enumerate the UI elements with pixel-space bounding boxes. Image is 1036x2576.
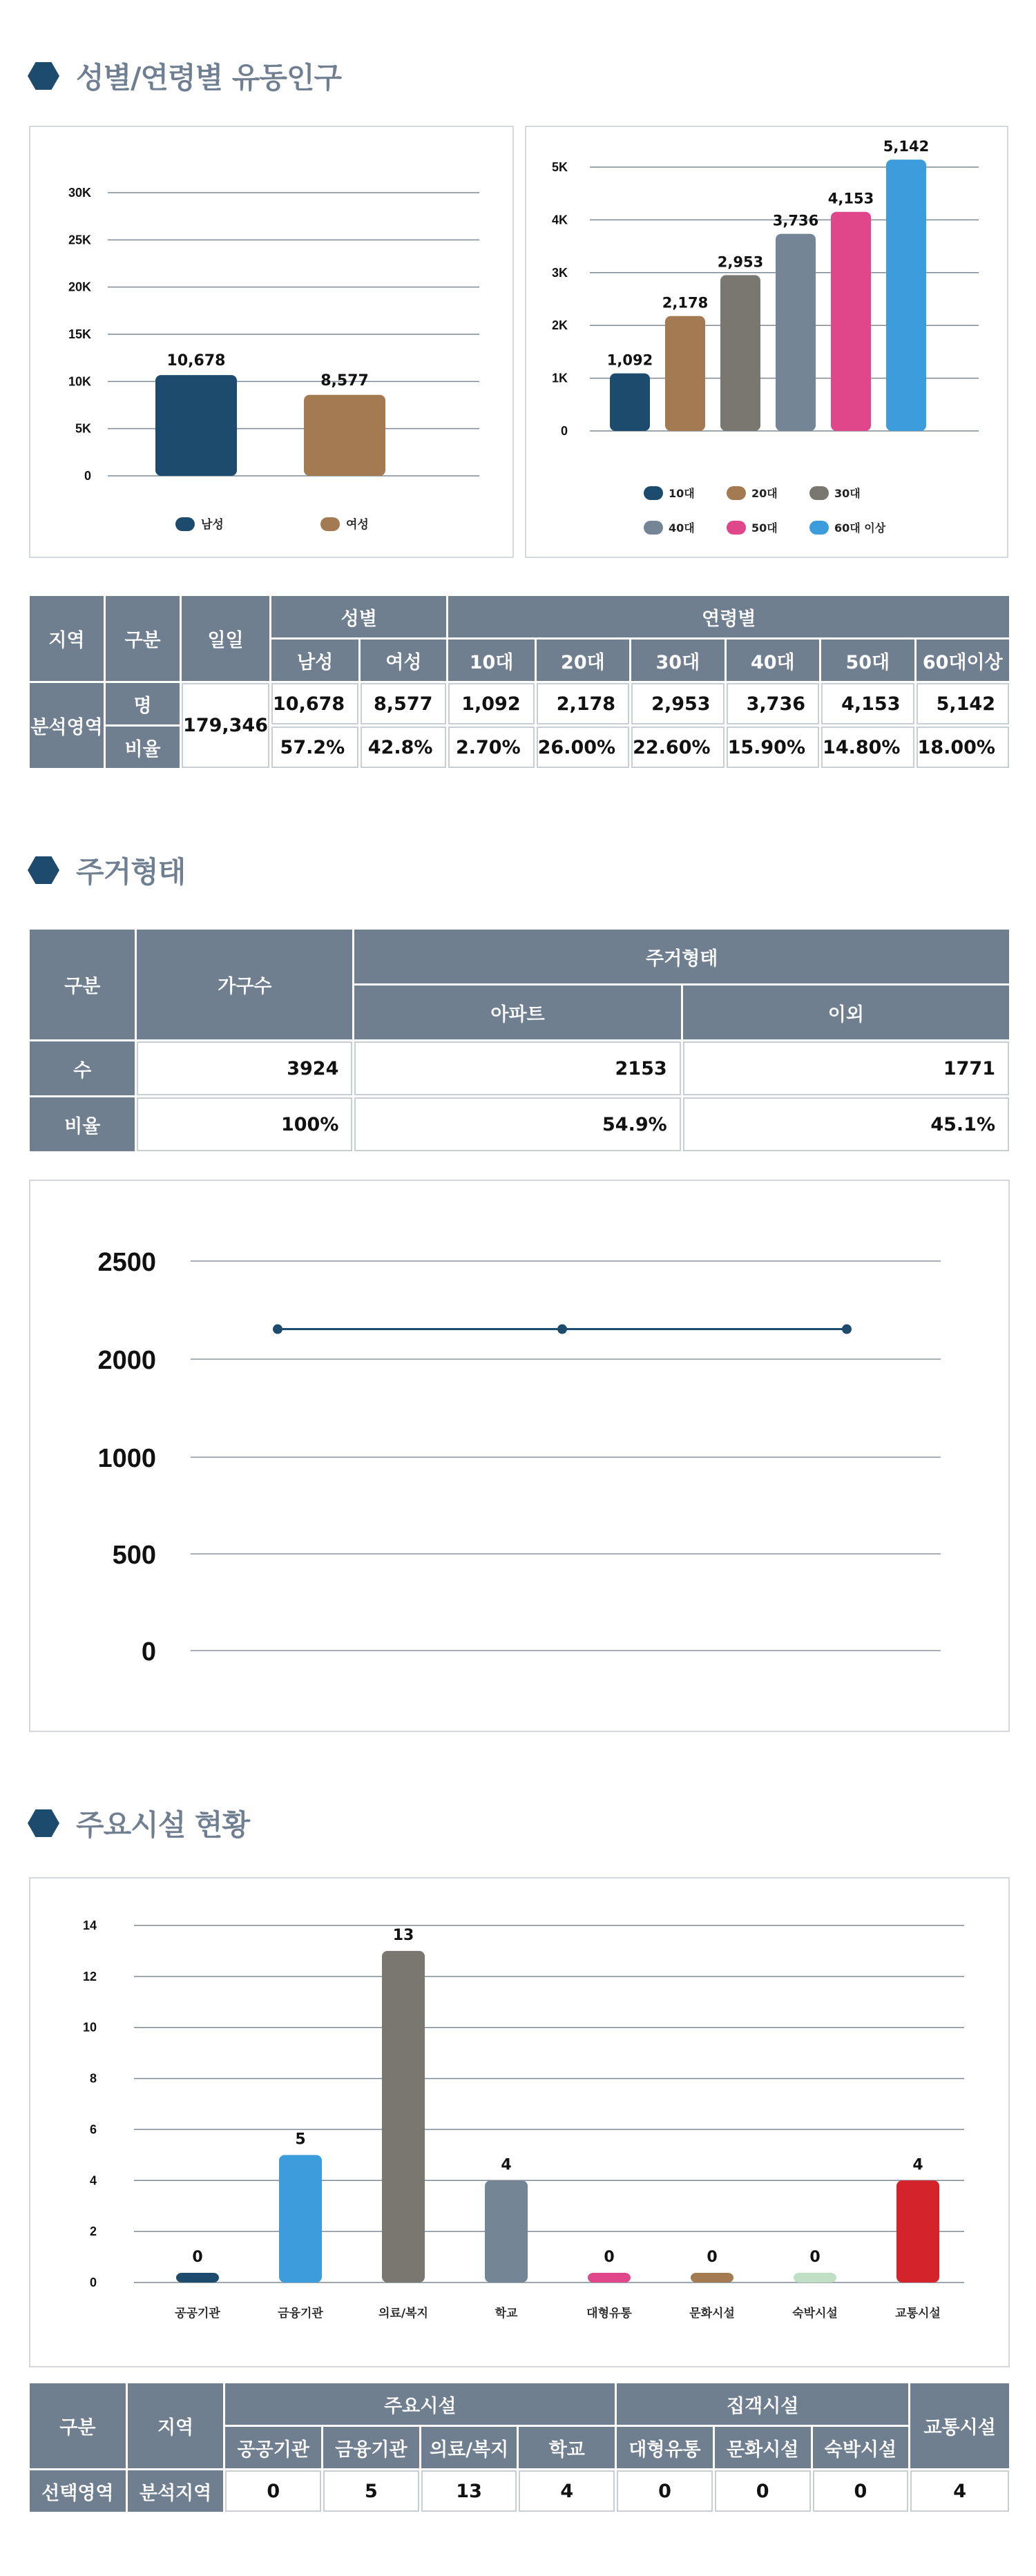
- header-public: 공공기관: [225, 2427, 321, 2468]
- row-region: 분석지역: [128, 2470, 224, 2512]
- daily-total: 179,346: [182, 683, 269, 768]
- y-tick-label: 4K: [551, 213, 568, 227]
- bar: [720, 275, 760, 431]
- ratio-cell: 57.2%: [271, 727, 358, 768]
- count-cell: 2,953: [631, 683, 724, 724]
- data-label: 0: [192, 2249, 203, 2266]
- count-cell: 5,142: [917, 683, 1010, 724]
- header-culture: 문화시설: [715, 2427, 811, 2468]
- legend-swatch: [320, 517, 340, 531]
- y-tick-label: 500: [112, 1541, 156, 1570]
- data-label: 0: [604, 2249, 615, 2266]
- y-tick-label: 10: [82, 2020, 97, 2035]
- header-age-40: 40대: [727, 640, 819, 681]
- y-tick-label: 0: [560, 424, 568, 438]
- y-tick-label: 25K: [68, 233, 91, 247]
- legend-label: 30대: [834, 487, 861, 500]
- header-other: 이외: [683, 986, 1009, 1039]
- row-region: 분석영역: [30, 683, 104, 768]
- legend-swatch: [175, 517, 195, 531]
- ratio-cell: 22.60%: [631, 727, 724, 768]
- row-count-label: 명: [106, 683, 180, 724]
- y-tick-label: 20K: [68, 280, 91, 294]
- ratio-cell: 26.00%: [537, 727, 629, 768]
- legend-label: 10대: [669, 487, 695, 500]
- x-tick-label: 의료/복지: [378, 2307, 428, 2320]
- ratio-cell: 18.00%: [917, 727, 1010, 768]
- header-school: 학교: [519, 2427, 615, 2468]
- bar: [485, 2180, 528, 2282]
- y-tick-label: 14: [82, 1919, 97, 1932]
- legend-swatch: [644, 521, 663, 535]
- legend-swatch: [809, 486, 829, 500]
- x-tick-label: 대형유통: [586, 2307, 632, 2320]
- legend-swatch: [727, 521, 746, 535]
- header-daily: 일일: [182, 596, 269, 681]
- x-tick-label: 공공기관: [175, 2307, 220, 2320]
- x-tick-label: 숙박시설: [792, 2307, 838, 2320]
- row-ratio-label: 비율: [30, 1097, 135, 1151]
- bar: [831, 212, 871, 431]
- row-count-label: 수: [30, 1041, 135, 1095]
- legend-label: 20대: [751, 487, 778, 500]
- ratio-cell: 14.80%: [821, 727, 914, 768]
- ratio-cell: 15.90%: [727, 727, 819, 768]
- housing-chart-panel: [29, 1180, 1010, 1732]
- bar: [896, 2180, 939, 2282]
- count-cell: 8,577: [361, 683, 446, 724]
- facility-count-cell: 0: [617, 2470, 713, 2512]
- bar: [610, 374, 650, 431]
- facility-count-cell: 4: [910, 2470, 1009, 2512]
- bar: [155, 375, 237, 476]
- other-count: 1771: [683, 1041, 1009, 1095]
- header-age-60: 60대이상: [917, 640, 1010, 681]
- y-tick-label: 2: [89, 2224, 97, 2239]
- legend-swatch: [809, 521, 829, 535]
- facility-count-cell: 4: [519, 2470, 615, 2512]
- section-title-population: [28, 55, 341, 97]
- header-region: 지역: [30, 596, 104, 681]
- legend-label: 50대: [751, 521, 778, 535]
- row-label: 선택영역: [30, 2470, 126, 2512]
- y-tick-label: 12: [82, 1969, 97, 1983]
- section-title-text: 주요시설 현황: [76, 1808, 250, 1842]
- legend-swatch: [727, 486, 746, 500]
- y-tick-label: 0: [89, 2276, 97, 2289]
- data-label: 5: [295, 2131, 306, 2149]
- y-tick-label: 0: [141, 1637, 156, 1666]
- section-title-text: 주거형태: [76, 855, 186, 889]
- legend-label: 남성: [201, 518, 224, 532]
- legend-swatch: [644, 486, 663, 500]
- header-transport: 교통시설: [910, 2383, 1009, 2468]
- bar: [588, 2273, 631, 2282]
- data-point: [842, 1325, 852, 1334]
- header-division: 구분: [106, 596, 180, 681]
- y-tick-label: 5K: [75, 421, 91, 436]
- gender-chart-panel: [29, 126, 514, 558]
- age-chart-panel: [525, 126, 1008, 558]
- age-bar-chart: [526, 127, 1010, 559]
- ratio-cell: 2.70%: [448, 727, 534, 768]
- y-tick-label: 2K: [551, 318, 568, 333]
- bar: [691, 2273, 733, 2282]
- x-tick-label: 학교: [495, 2307, 518, 2320]
- data-label: 0: [809, 2249, 821, 2266]
- data-label: 10,678: [166, 352, 226, 370]
- y-tick-label: 4: [89, 2173, 97, 2188]
- count-cell: 2,178: [537, 683, 629, 724]
- header-region: 지역: [128, 2383, 224, 2468]
- data-point: [273, 1325, 282, 1334]
- bar: [776, 234, 816, 431]
- header-division: 구분: [30, 930, 135, 1039]
- header-finance: 금융기관: [323, 2427, 419, 2468]
- bar: [886, 160, 926, 431]
- households-count: 3924: [137, 1041, 352, 1095]
- housing-line-chart: [30, 1181, 1011, 1733]
- section-title-housing: [28, 849, 185, 891]
- header-lodging: 숙박시설: [813, 2427, 909, 2468]
- bar: [382, 1951, 425, 2282]
- x-tick-label: 문화시설: [689, 2307, 735, 2320]
- facilities-chart-panel: [29, 1877, 1010, 2367]
- header-housing-type: 주거형태: [354, 930, 1009, 983]
- header-households: 가구수: [137, 930, 352, 1039]
- count-cell: 10,678: [271, 683, 358, 724]
- apartment-count: 2153: [354, 1041, 680, 1095]
- legend-label: 여성: [346, 518, 369, 532]
- header-gathering-facilities: 집객시설: [617, 2383, 908, 2425]
- data-label: 3,736: [772, 212, 819, 229]
- data-label: 8,577: [320, 372, 369, 390]
- facility-count-cell: 0: [225, 2470, 321, 2512]
- header-division: 구분: [30, 2383, 126, 2468]
- hexagon-icon: [28, 856, 59, 884]
- section-title-text: 성별/연령별 유동인구: [76, 61, 342, 95]
- section-title-facilities: [28, 1803, 249, 1844]
- row-ratio-label: 비율: [106, 727, 180, 768]
- y-tick-label: 2500: [97, 1248, 156, 1277]
- data-label: 4: [912, 2156, 923, 2174]
- legend-label: 40대: [669, 521, 695, 535]
- facility-count-cell: 0: [813, 2470, 909, 2512]
- y-tick-label: 1000: [97, 1444, 156, 1473]
- y-tick-label: 10K: [68, 374, 91, 389]
- count-cell: 3,736: [727, 683, 819, 724]
- gender-bar-chart: [30, 127, 515, 559]
- header-gender: 성별: [271, 596, 446, 637]
- header-age-50: 50대: [821, 640, 914, 681]
- facilities-bar-chart: [30, 1878, 1011, 2369]
- bar: [279, 2155, 322, 2282]
- data-label: 2,953: [717, 253, 764, 271]
- header-medical: 의료/복지: [421, 2427, 517, 2468]
- facility-count-cell: 0: [715, 2470, 811, 2512]
- data-label: 5,142: [883, 138, 930, 155]
- header-male: 남성: [271, 640, 358, 681]
- y-tick-label: 2000: [97, 1346, 156, 1375]
- x-tick-label: 금융기관: [278, 2307, 323, 2320]
- facility-count-cell: 13: [421, 2470, 517, 2512]
- x-tick-label: 교통시설: [895, 2307, 941, 2320]
- other-ratio: 45.1%: [683, 1097, 1009, 1151]
- population-table: [28, 594, 1011, 770]
- y-tick-label: 8: [89, 2071, 97, 2086]
- header-age-20: 20대: [537, 640, 629, 681]
- housing-table: [28, 927, 1011, 1153]
- data-label: 4: [501, 2156, 512, 2174]
- header-age-30: 30대: [631, 640, 724, 681]
- y-tick-label: 0: [84, 469, 91, 483]
- hexagon-icon: [28, 62, 59, 90]
- header-apartment: 아파트: [354, 986, 680, 1039]
- data-label: 4,153: [827, 190, 874, 207]
- y-tick-label: 6: [89, 2122, 97, 2137]
- header-retail: 대형유통: [617, 2427, 713, 2468]
- count-cell: 4,153: [821, 683, 914, 724]
- data-point: [557, 1325, 567, 1334]
- y-tick-label: 15K: [68, 327, 91, 341]
- facilities-table: [28, 2381, 1011, 2514]
- hexagon-icon: [28, 1809, 59, 1837]
- header-age: 연령별: [448, 596, 1009, 637]
- bar: [176, 2273, 219, 2282]
- bar: [304, 395, 385, 476]
- ratio-cell: 42.8%: [361, 727, 446, 768]
- header-age-10: 10대: [448, 640, 534, 681]
- y-tick-label: 1K: [551, 371, 568, 385]
- header-female: 여성: [361, 640, 446, 681]
- apartment-ratio: 54.9%: [354, 1097, 680, 1151]
- data-label: 2,178: [662, 294, 709, 311]
- data-label: 13: [392, 1926, 414, 1944]
- facility-count-cell: 5: [323, 2470, 419, 2512]
- count-cell: 1,092: [448, 683, 534, 724]
- header-main-facilities: 주요시설: [225, 2383, 615, 2425]
- y-tick-label: 5K: [551, 160, 568, 174]
- data-label: 1,092: [606, 352, 653, 369]
- bar: [665, 316, 705, 431]
- legend-label: 60대 이상: [834, 521, 886, 535]
- households-ratio: 100%: [137, 1097, 352, 1151]
- bar: [794, 2273, 836, 2282]
- y-tick-label: 30K: [68, 186, 91, 200]
- data-label: 0: [707, 2249, 718, 2266]
- y-tick-label: 3K: [551, 265, 568, 280]
